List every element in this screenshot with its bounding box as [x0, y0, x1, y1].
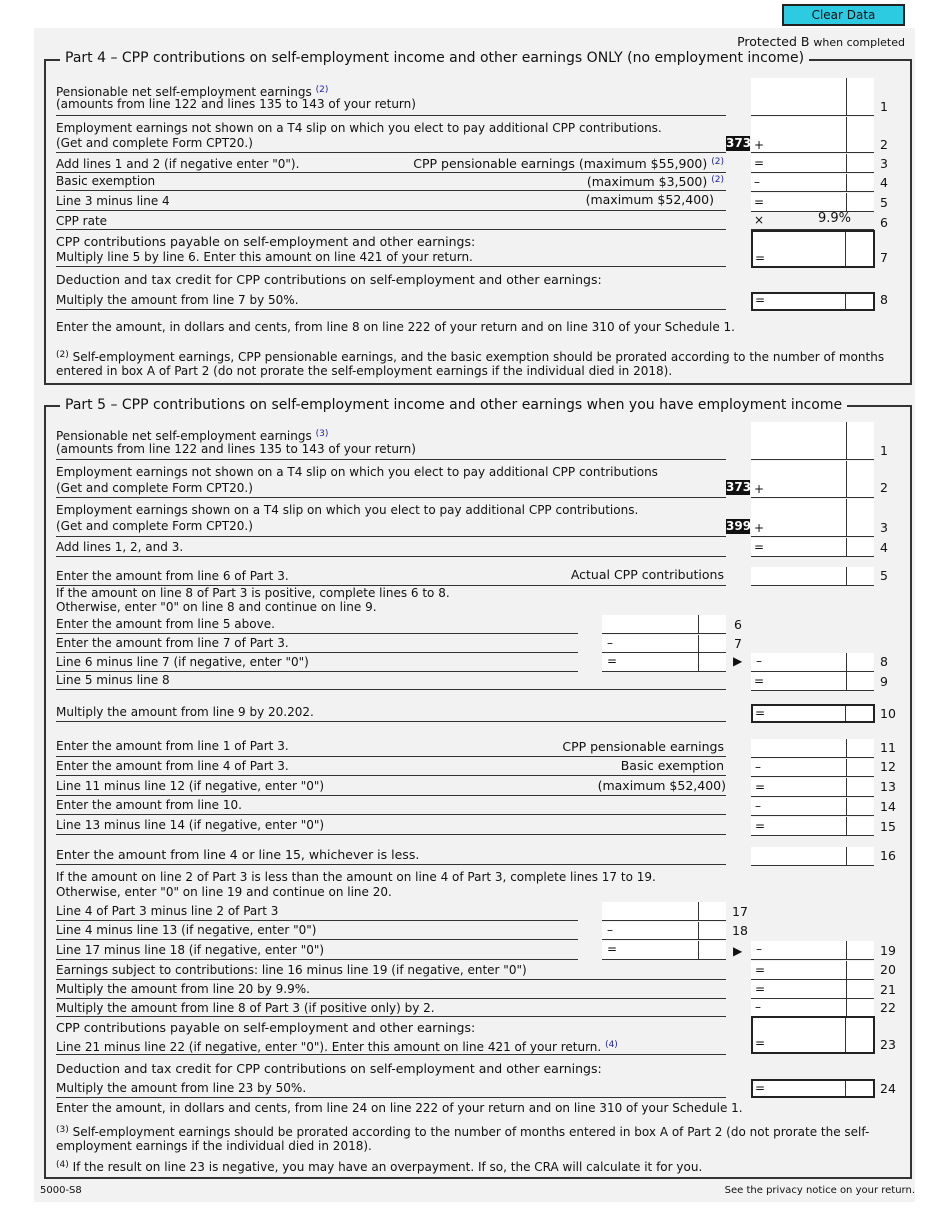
p5-num-2: 2 [880, 480, 888, 495]
p5-line19-input[interactable] [751, 941, 874, 960]
p5-num-5: 5 [880, 568, 888, 583]
p4-l2-label: Employment earnings not shown on a T4 slip on which you elect to pay additional CPP contributions. [56, 121, 662, 135]
minus-op: – [756, 942, 762, 956]
cents-divider [846, 847, 847, 865]
cents-divider [845, 294, 846, 309]
p5-num-17: 17 [732, 904, 748, 919]
eq-op: = [607, 654, 618, 668]
p5-num-1: 1 [880, 443, 888, 458]
cents-divider [846, 798, 847, 815]
p5-l24-sub: Multiply the amount from line 23 by 50%. [56, 1081, 307, 1095]
p5-l12-right: Basic exemption [620, 758, 724, 773]
eq-op: = [755, 780, 766, 794]
cents-divider [845, 1018, 846, 1052]
p4-l1-sub: (amounts from line 122 and lines 135 to 143 of your return) [56, 97, 416, 111]
p4-l6-label: CPP rate [56, 214, 108, 228]
p5-line8-input[interactable] [751, 653, 874, 672]
p5-l23-sub: Line 21 minus line 22 (if negative, enter "0"). Enter this amount on line 421 of your return. $^{(4)}$ [56, 1040, 618, 1054]
times-op: × [754, 213, 765, 227]
p5-line20-input[interactable] [751, 961, 874, 980]
cents-divider [846, 78, 847, 115]
eq-op: = [754, 195, 765, 209]
cents-divider [846, 778, 847, 796]
p5-l2-sub: (Get and complete Form CPT20.) [56, 481, 253, 495]
plus-op: + [754, 521, 765, 535]
p5-num-21: 21 [880, 982, 896, 997]
p4-l8-label: Deduction and tax credit for CPP contributions on self-employment and other earnings: [56, 272, 602, 287]
p4-footnote-2: $^{(2)}$ Self-employment earnings, CPP pensionable earnings, and the basic exemption should be prorated according to the number of months entered in box A of Part 2 (do not prorate the self-employment earnings if the individual died in 2018). [56, 350, 885, 378]
p5-l6-label: Enter the amount from line 5 above. [56, 617, 275, 631]
p4-l5-label: Line 3 minus line 4 [56, 194, 170, 208]
p5-line16-input[interactable] [751, 847, 874, 866]
part4-title: Part 4 – CPP contributions on self-employment income and other earnings ONLY (no employment income) [60, 49, 809, 67]
eq-op: = [755, 819, 766, 833]
p5-num-7: 7 [734, 636, 742, 651]
p4-l1-label: Pensionable net self-employment earnings $^{(2)}$ [56, 85, 329, 99]
arrow-icon: ▶ [733, 944, 743, 958]
p5-if8-b: Otherwise, enter "0" on line 8 and continue on line 9. [56, 600, 377, 614]
eq-op: = [755, 251, 766, 265]
p5-l15-label: Line 13 minus line 14 (if negative, enter "0") [56, 818, 325, 832]
p4-l2-sub: (Get and complete Form CPT20.) [56, 136, 253, 150]
part5-title: Part 5 – CPP contributions on self-employment income and other earnings when you have employment income [60, 396, 847, 414]
p5-l13-label: Line 11 minus line 12 (if negative, enter "0") [56, 779, 325, 793]
cents-divider [846, 817, 847, 835]
p5-l7-label: Enter the amount from line 7 of Part 3. [56, 636, 289, 650]
cents-divider [846, 193, 847, 211]
p5-num-14: 14 [880, 799, 896, 814]
p5-if19-a: If the amount on line 2 of Part 3 is less than the amount on line 4 of Part 3, complete lines 17 to 19. [56, 870, 656, 884]
p5-code-373: 373 [726, 480, 752, 494]
eq-op: = [755, 1036, 766, 1050]
p5-line6-input[interactable] [602, 615, 726, 634]
p4-num-6: 6 [880, 215, 888, 230]
plus-op: + [754, 138, 765, 152]
cents-divider [846, 759, 847, 776]
cents-divider [846, 999, 847, 1016]
p4-line3-input[interactable] [751, 154, 874, 173]
p5-num-20: 20 [880, 962, 896, 977]
cents-divider [846, 154, 847, 172]
eq-op: = [754, 540, 765, 554]
p5-line1-input[interactable] [751, 422, 874, 460]
protected-b-label: Protected B when completed [737, 34, 905, 49]
p4-l4-right: (maximum $3,500) $^{(2)}$ [586, 174, 724, 189]
p4-num-3: 3 [880, 156, 888, 171]
cents-divider [846, 941, 847, 959]
p5-l12-label: Enter the amount from line 4 of Part 3. [56, 759, 289, 773]
p5-num-12: 12 [880, 759, 896, 774]
eq-op: = [755, 982, 766, 996]
plus-op: + [754, 482, 765, 496]
cents-divider [846, 117, 847, 152]
p4-l7-sub: Multiply line 5 by line 6. Enter this amount on line 421 of your return. [56, 250, 473, 264]
p4-num-7: 7 [880, 250, 888, 265]
minus-op: – [755, 799, 761, 813]
cents-divider [845, 1081, 846, 1096]
p4-num-1: 1 [880, 99, 888, 114]
p5-l16-label: Enter the amount from line 4 or line 15, whichever is less. [56, 847, 420, 862]
p5-l1-sub: (amounts from line 122 and lines 135 to 143 of your return) [56, 442, 416, 456]
p5-l19-label: Line 17 minus line 18 (if negative, enter "0") [56, 943, 325, 957]
p4-code-373: 373 [726, 136, 752, 150]
p5-l22-label: Multiply the amount from line 8 of Part 3 (if positive only) by 2. [56, 1001, 435, 1015]
p5-l11-label: Enter the amount from line 1 of Part 3. [56, 739, 289, 753]
p5-line8a-input[interactable] [602, 653, 726, 672]
p5-num-15: 15 [880, 819, 896, 834]
p5-l2-label: Employment earnings not shown on a T4 slip on which you elect to pay additional CPP contributions [56, 465, 658, 479]
p5-l17-label: Line 4 of Part 3 minus line 2 of Part 3 [56, 904, 279, 918]
eq-op: = [755, 706, 766, 720]
cents-divider [846, 961, 847, 979]
p5-num-8: 8 [880, 654, 888, 669]
minus-op: – [755, 1000, 761, 1014]
eq-op: = [754, 156, 765, 170]
p4-num-8: 8 [880, 292, 888, 307]
minus-op: – [756, 654, 762, 668]
p5-line18-input[interactable] [602, 922, 726, 940]
p4-l5-right: (maximum $52,400) [585, 192, 714, 207]
p5-l9-label: Line 5 minus line 8 [56, 673, 170, 687]
p5-l20-label: Earnings subject to contributions: line 16 minus line 19 (if negative, enter "0") [56, 963, 527, 977]
p4-l3-label: Add lines 1 and 2 (if negative enter "0"). [56, 157, 300, 171]
cents-divider [698, 653, 699, 671]
p5-line17-input[interactable] [602, 902, 726, 921]
p5-footnote-4: $^{(4)}$ If the result on line 23 is negative, you may have an overpayment. If so, the CRA will calculate it for you. [56, 1160, 703, 1174]
p4-line5-input[interactable] [751, 193, 874, 212]
p5-num-6: 6 [734, 617, 742, 632]
p4-l7-label: CPP contributions payable on self-employment and other earnings: [56, 234, 476, 249]
p5-l10-label: Multiply the amount from line 9 by 20.202. [56, 705, 314, 719]
p5-line3-input[interactable] [751, 499, 874, 537]
p5-l18-label: Line 4 minus line 13 (if negative, enter "0") [56, 923, 317, 937]
p5-l4-label: Add lines 1, 2, and 3. [56, 540, 184, 554]
cents-divider [845, 706, 846, 721]
eq-op: = [607, 942, 618, 956]
cents-divider [846, 174, 847, 191]
p5-num-24: 24 [880, 1081, 896, 1096]
privacy-notice: See the privacy notice on your return. [724, 1185, 915, 1196]
p4-l3-right: CPP pensionable earnings (maximum $55,900) $^{(2)}$ [413, 156, 724, 171]
p5-l3-label: Employment earnings shown on a T4 slip on which you elect to pay additional CPP contributions. [56, 503, 639, 517]
cents-divider [846, 653, 847, 671]
p5-line7-input[interactable] [602, 635, 726, 653]
p5-l5-label: Enter the amount from line 6 of Part 3. [56, 569, 289, 583]
cents-divider [846, 980, 847, 998]
p5-line5-input[interactable] [751, 567, 874, 586]
cents-divider [698, 635, 699, 652]
p4-num-2: 2 [880, 137, 888, 152]
p5-enter-instruction: Enter the amount, in dollars and cents, from line 24 on line 222 of your return and on line 310 of your Schedule 1. [56, 1101, 743, 1115]
minus-op: – [755, 760, 761, 774]
p5-num-3: 3 [880, 520, 888, 535]
cents-divider [846, 739, 847, 757]
p4-num-4: 4 [880, 175, 888, 190]
p5-num-16: 16 [880, 848, 896, 863]
p4-l8-sub: Multiply the amount from line 7 by 50%. [56, 293, 299, 307]
p5-line23-input[interactable] [751, 1016, 875, 1054]
p5-line9-input[interactable] [751, 672, 874, 691]
p5-l5-right: Actual CPP contributions [570, 567, 724, 582]
p5-num-18: 18 [732, 923, 748, 938]
cents-divider [846, 499, 847, 536]
cents-divider [698, 922, 699, 939]
cents-divider [698, 615, 699, 633]
p5-num-23: 23 [880, 1037, 896, 1052]
clear-data-button[interactable]: Clear Data [782, 4, 905, 26]
cents-divider [846, 567, 847, 585]
eq-op: = [754, 674, 765, 688]
eq-op: = [755, 293, 766, 307]
p5-num-11: 11 [880, 740, 896, 755]
p5-if8-a: If the amount on line 8 of Part 3 is positive, complete lines 6 to 8. [56, 586, 450, 600]
p5-num-22: 22 [880, 1000, 896, 1015]
p5-line11-input[interactable] [751, 739, 874, 758]
form-number: 5000-S8 [40, 1185, 82, 1196]
cents-divider [846, 422, 847, 459]
p5-num-4: 4 [880, 540, 888, 555]
p5-footnote-3: $^{(3)}$ Self-employment earnings should be prorated according to the number of months entered in box A of Part 2 (do not prorate the self-employment earnings if the individual died in 2018). [56, 1125, 870, 1153]
p4-l4-label: Basic exemption [56, 174, 156, 188]
p4-cpp-rate: 9.9% [818, 211, 852, 226]
eq-op: = [755, 1081, 766, 1095]
p5-line2-input[interactable] [751, 461, 874, 498]
p5-line14-input[interactable] [751, 798, 874, 816]
arrow-icon: ▶ [733, 654, 743, 668]
p5-l23-label: CPP contributions payable on self-employment and other earnings: [56, 1020, 476, 1035]
p5-line12-input[interactable] [751, 759, 874, 777]
p5-l14-label: Enter the amount from line 10. [56, 798, 242, 812]
p5-line24-input[interactable] [751, 1079, 875, 1098]
p4-num-5: 5 [880, 195, 888, 210]
p4-line2-input[interactable] [751, 117, 874, 153]
cents-divider [698, 941, 699, 959]
p5-line4-input[interactable] [751, 538, 874, 557]
p5-line15-input[interactable] [751, 817, 874, 836]
p5-line22-input[interactable] [751, 999, 874, 1017]
p5-l24-label: Deduction and tax credit for CPP contributions on self-employment and other earnings: [56, 1061, 602, 1076]
p5-num-10: 10 [880, 706, 896, 721]
p5-num-9: 9 [880, 674, 888, 689]
p5-l11-right: CPP pensionable earnings [562, 739, 724, 754]
cents-divider [846, 672, 847, 690]
cents-divider [698, 902, 699, 920]
p5-num-13: 13 [880, 779, 896, 794]
p4-line7-input[interactable] [751, 230, 875, 268]
p5-l13-right: (maximum $52,400) [597, 778, 726, 793]
p5-l1-label: Pensionable net self-employment earnings $^{(3)}$ [56, 429, 329, 443]
p5-line10-input[interactable] [751, 704, 875, 723]
p5-l21-label: Multiply the amount from line 20 by 9.9%. [56, 982, 310, 996]
cents-divider [846, 538, 847, 556]
p5-l8-label: Line 6 minus line 7 (if negative, enter "0") [56, 655, 309, 669]
p4-line4-input[interactable] [751, 174, 874, 192]
p5-num-19: 19 [880, 943, 896, 958]
p4-line1-input[interactable] [751, 78, 874, 116]
minus-op: – [607, 923, 613, 937]
eq-op: = [755, 963, 766, 977]
cents-divider [845, 232, 846, 266]
p4-enter-instruction: Enter the amount, in dollars and cents, from line 8 on line 222 of your return and on line 310 of your Schedule 1. [56, 320, 735, 334]
p4-line8-input[interactable] [751, 292, 875, 311]
cents-divider [846, 461, 847, 497]
p5-line21-input[interactable] [751, 980, 874, 999]
p5-if19-b: Otherwise, enter "0" on line 19 and continue on line 20. [56, 885, 392, 899]
p5-line13-input[interactable] [751, 778, 874, 797]
minus-op: – [754, 175, 760, 189]
p5-l3-sub: (Get and complete Form CPT20.) [56, 519, 253, 533]
p5-code-399: 399 [726, 519, 752, 533]
minus-op: – [607, 636, 613, 650]
p5-line19a-input[interactable] [602, 941, 726, 960]
